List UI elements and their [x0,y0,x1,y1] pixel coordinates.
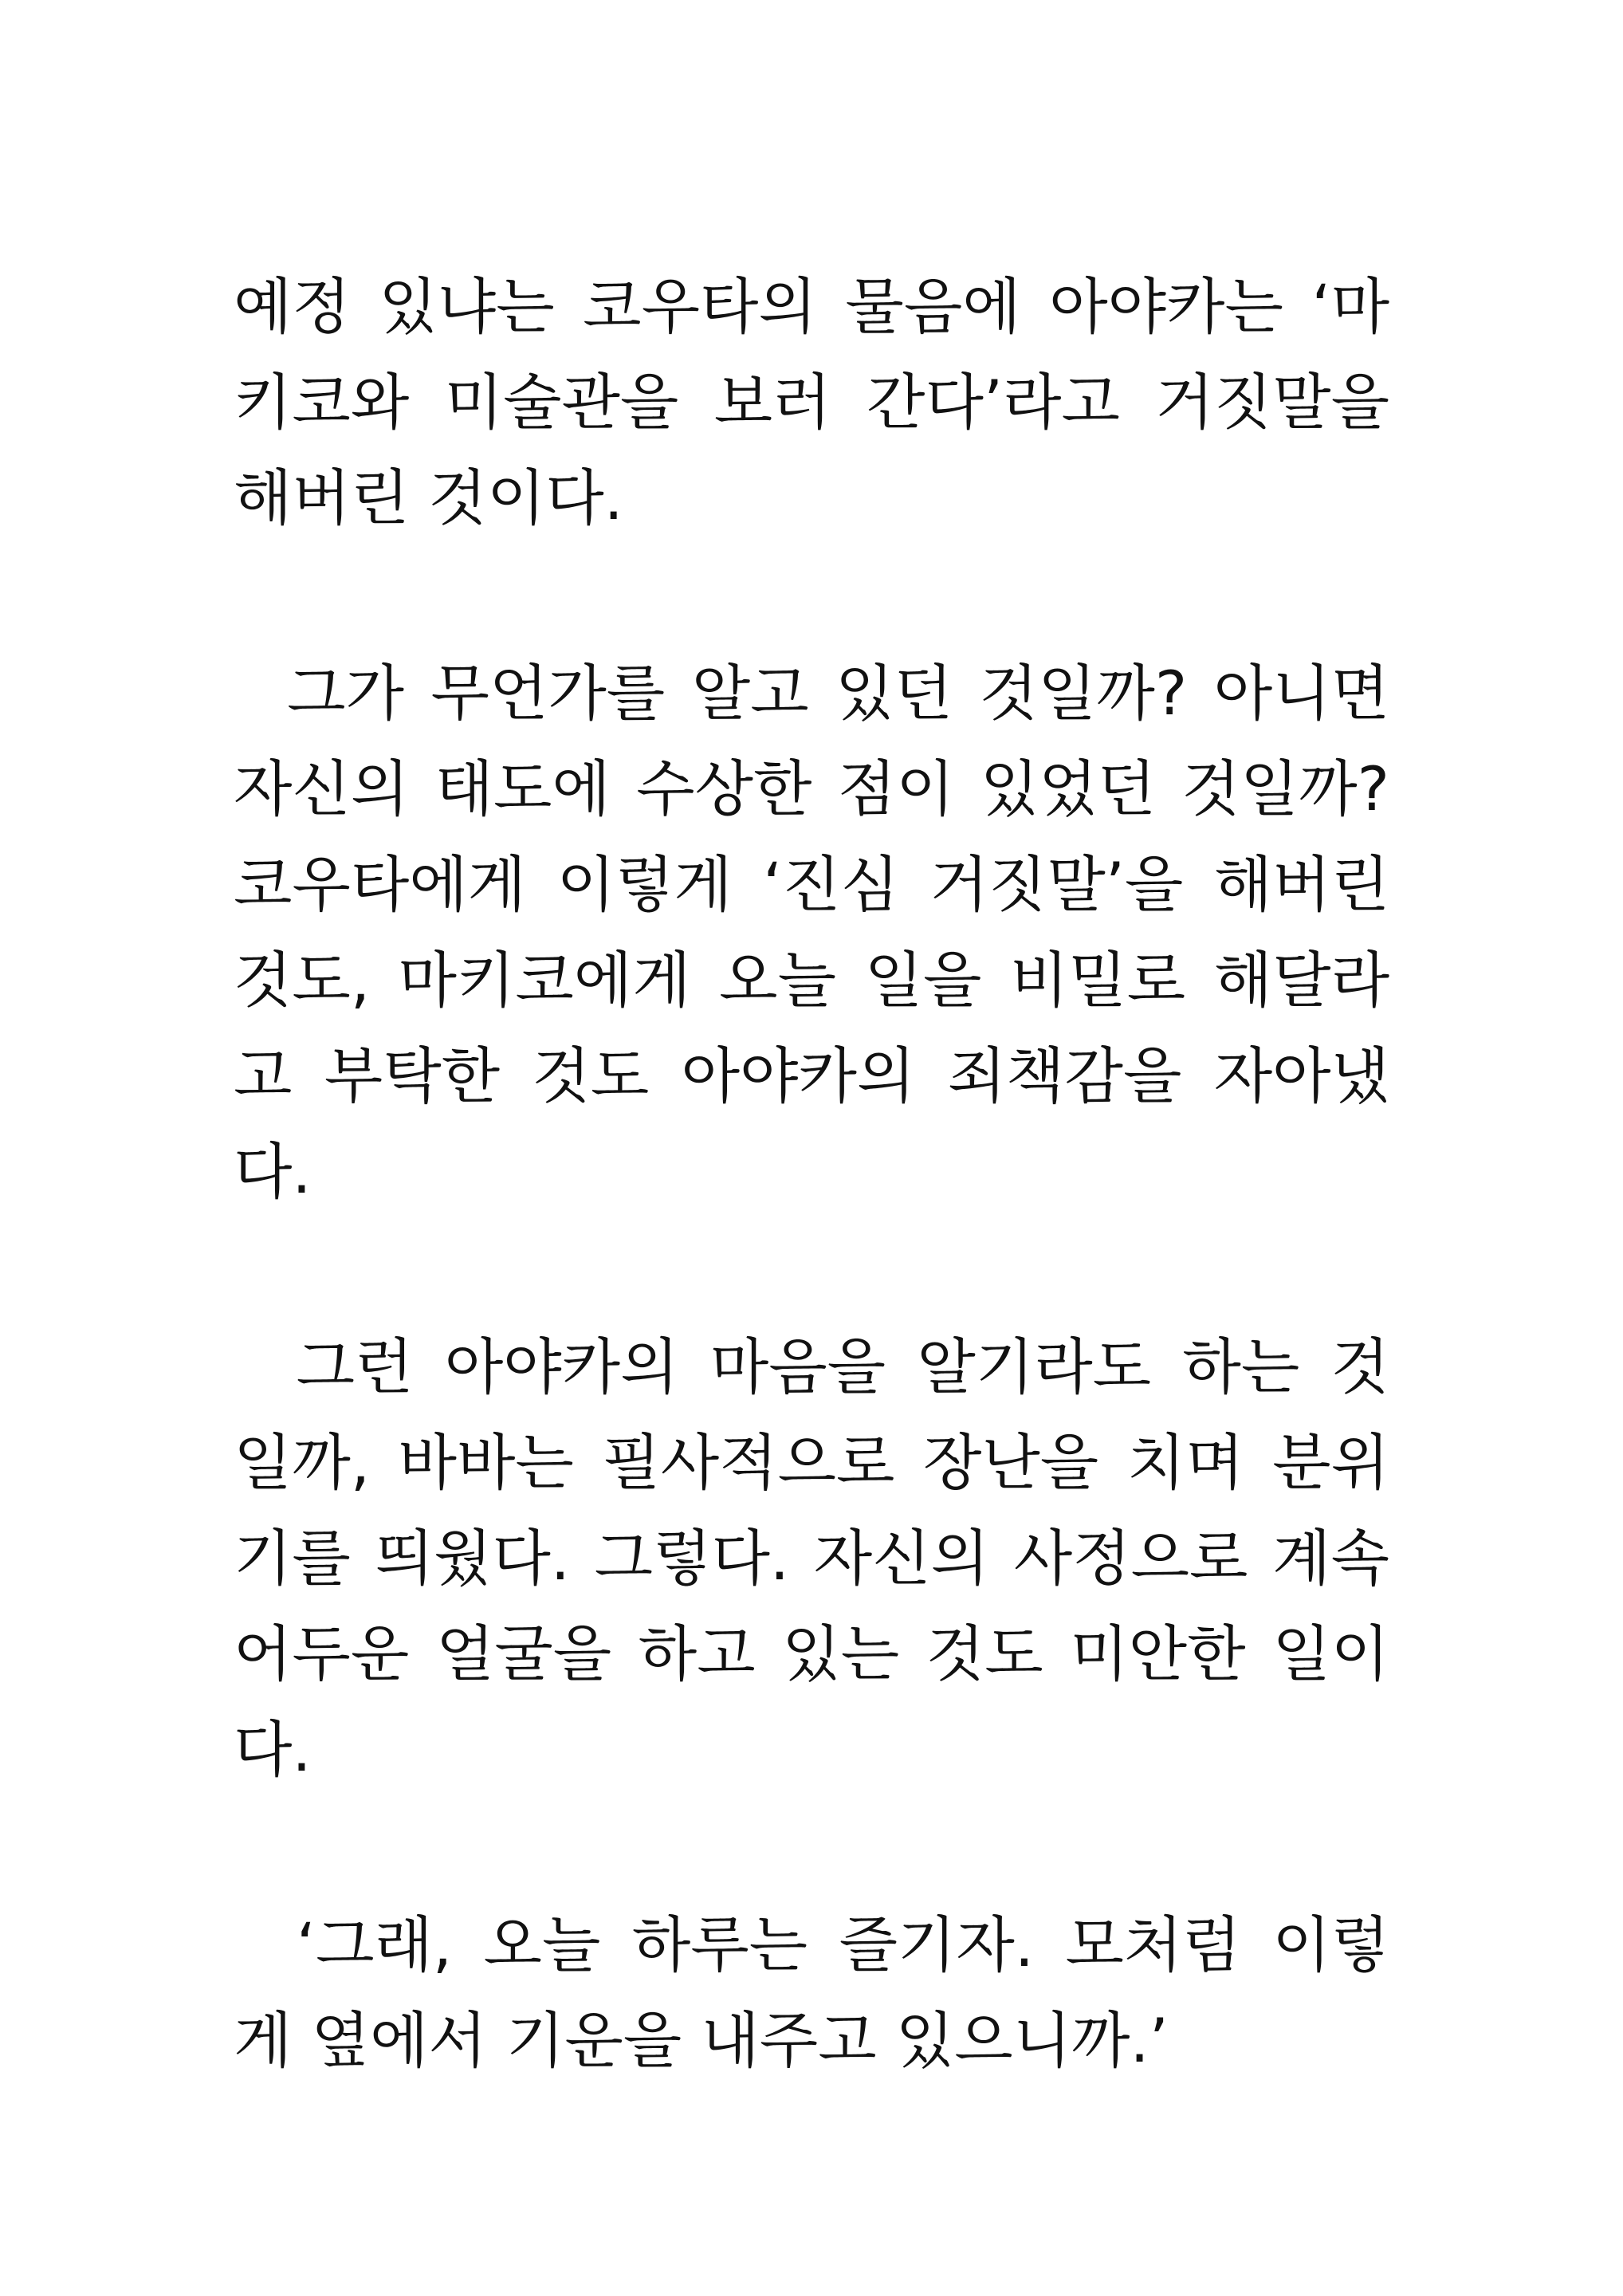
text-line: 키코와 미술관을 보러 간다’라고 거짓말을 [234,367,1389,438]
text-line: 자신의 태도에 수상한 점이 있었던 것일까? [234,753,1389,824]
text-line: 기를 띄웠다. 그렇다. 자신의 사정으로 계속 [234,1523,1389,1594]
text-line: 어두운 얼굴을 하고 있는 것도 미안한 일이 [234,1618,1389,1689]
text-line: 그런 아야카의 마음을 알기라도 하는 것 [234,1331,1389,1402]
text-line: 해버린 것이다. [234,462,623,533]
text-line: 일까, 바바는 필사적으로 장난을 치며 분위 [234,1427,1389,1498]
text-line: 예정 있냐는 코우타의 물음에 아야카는 ‘마 [234,271,1389,342]
text-line: 그가 무언가를 알고 있던 것일까? 아니면 [234,658,1389,729]
text-line: 고 부탁한 것도 아야카의 죄책감을 자아냈 [234,1040,1389,1111]
text-line: ‘그래, 오늘 하루는 즐기자. 모처럼 이렇 [234,1909,1389,1980]
text-line: 다. [234,1714,312,1785]
text-line: 것도, 마키코에게 오늘 일을 비밀로 해달라 [234,945,1389,1016]
text-line: 게 옆에서 기운을 내주고 있으니까.’ [234,2005,1169,2076]
text-line: 코우타에게 이렇게 ‘진심 거짓말’을 해버린 [234,849,1389,920]
text-line: 다. [234,1136,312,1207]
